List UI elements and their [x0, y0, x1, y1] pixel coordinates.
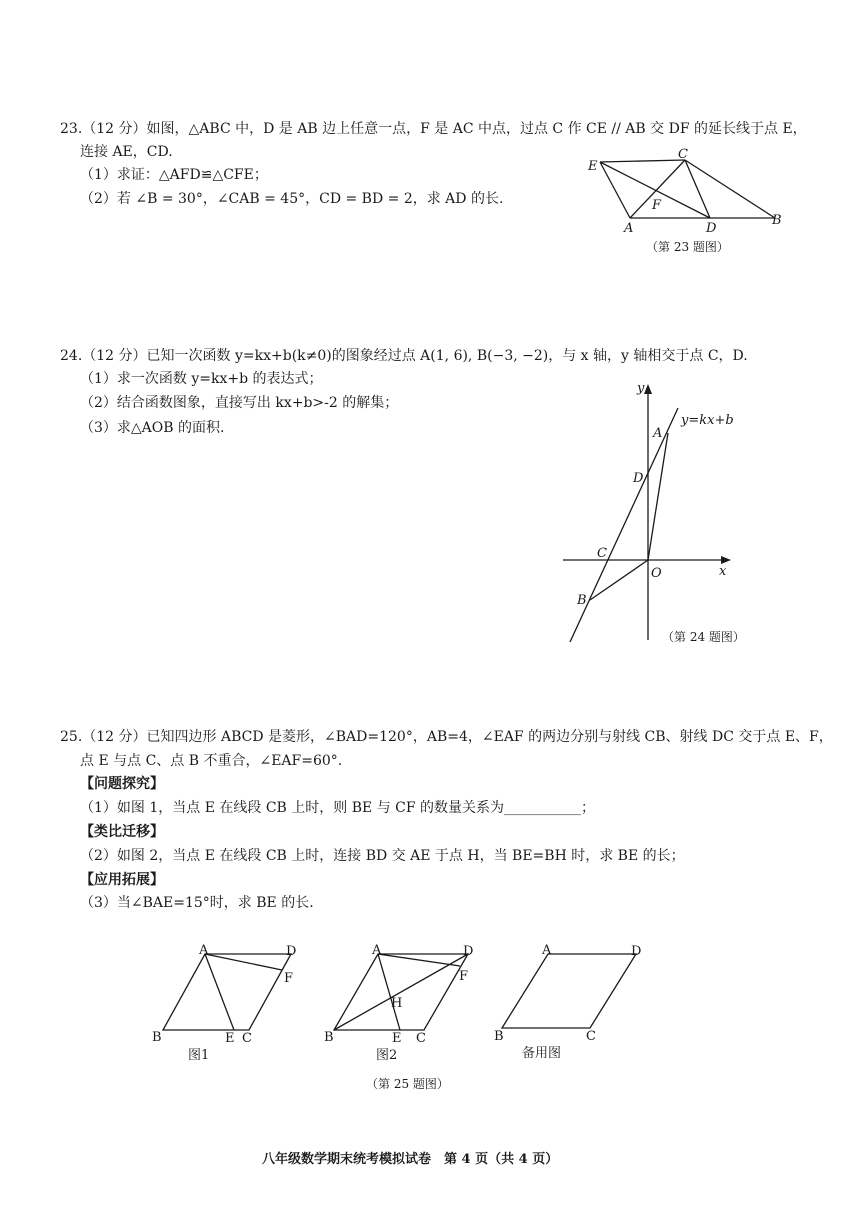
q23-line1: 23.（12 分）如图，△ABC 中，D 是 AB 边上任意一点，F 是 AC 中点，过点 C 作 CE // AB 交 DF 的延长线于点 E，	[60, 121, 807, 137]
q24-line1: 24.（12 分）已知一次函数 y=kx+b(k≠0)的图象经过点 A(1, 6), B(−3, −2)，与 x 轴，y 轴相交于点 C，D.	[60, 348, 748, 364]
q25-figure-backup	[490, 942, 660, 1052]
q25-fig2-label-e: E	[392, 1031, 402, 1046]
q25-figure-1	[148, 942, 318, 1052]
q25-fig1-label-b: B	[152, 1030, 162, 1045]
q23-label-c: C	[678, 148, 688, 162]
q24-label-a: A	[653, 426, 663, 441]
q23-label-b: B	[772, 213, 782, 228]
q25-fig3-label: 备用图	[522, 1046, 562, 1061]
q24-function-label: y=kx+b	[681, 413, 734, 428]
q24-part2: （2）结合函数图象，直接写出 kx+b>-2 的解集；	[80, 395, 399, 411]
q24-label-d: D	[633, 471, 644, 486]
q25-caption: （第 25 题图）	[366, 1077, 449, 1091]
q25-fig1-label-f: F	[284, 971, 294, 986]
q23-part2: （2）若 ∠B = 30°，∠CAB = 45°，CD = BD = 2，求 AD 的长.	[80, 191, 504, 207]
q23-figure	[580, 148, 790, 238]
q25-fig3-label-d: D	[631, 944, 642, 959]
q25-fig1-label-c: C	[242, 1031, 252, 1046]
q25-line2: 点 E 与点 C、点 B 不重合，∠EAF=60°.	[80, 753, 343, 769]
q24-label-b: B	[577, 593, 587, 608]
q25-part1: （1）如图 1，当点 E 在线段 CB 上时，则 BE 与 CF 的数量关系为___________；	[80, 800, 596, 816]
q25-fig3-label-b: B	[494, 1029, 504, 1044]
q25-fig2-label-c: C	[416, 1031, 426, 1046]
q23-label-e: E	[588, 159, 598, 174]
q25-fig1-label-e: E	[225, 1031, 235, 1046]
q24-label-c: C	[597, 546, 607, 561]
q25-heading-analogy: 【类比迁移】	[80, 824, 164, 840]
q25-fig1-label-d: D	[286, 944, 297, 959]
q25-fig3-label-a: A	[542, 943, 552, 958]
q25-fig2-label-b: B	[324, 1030, 334, 1045]
q23-part1: （1）求证：△AFD≌△CFE；	[80, 167, 268, 183]
q25-part3: （3）当∠BAE=15°时，求 BE 的长.	[80, 895, 314, 911]
page-footer: 八年级数学期末统考模拟试卷 第 4 页（共 4 页）	[262, 1152, 559, 1167]
q25-fig2-label-a: A	[372, 943, 382, 958]
q23-label-f: F	[652, 198, 662, 213]
q23-label-a: A	[624, 221, 634, 236]
q25-figure-2	[320, 942, 490, 1052]
q25-fig3-label-c: C	[586, 1029, 596, 1044]
q24-label-o: O	[651, 566, 662, 581]
q25-fig2-label-d: D	[463, 944, 474, 959]
q24-part1: （1）求一次函数 y=kx+b 的表达式；	[80, 371, 323, 387]
q25-fig2-label: 图2	[376, 1048, 398, 1063]
q24-part3: （3）求△AOB 的面积.	[80, 420, 225, 436]
q23-caption: （第 23 题图）	[646, 240, 729, 254]
q25-line1: 25.（12 分）已知四边形 ABCD 是菱形，∠BAD=120°，AB=4，∠EAF 的两边分别与射线 CB、射线 DC 交于点 E、F，	[60, 729, 833, 745]
q23-line2: 连接 AE，CD.	[80, 144, 173, 160]
q25-fig1-label-a: A	[199, 943, 209, 958]
q25-part2: （2）如图 2，当点 E 在线段 CB 上时，连接 BD 交 AE 于点 H，当 BE=BH 时，求 BE 的长；	[80, 848, 685, 864]
q25-heading-application: 【应用拓展】	[80, 872, 164, 888]
q24-label-y: y	[637, 381, 645, 396]
q25-fig2-label-h: H	[391, 996, 403, 1011]
q24-label-x: x	[719, 564, 727, 579]
q25-fig2-label-f: F	[459, 969, 469, 984]
q24-caption: （第 24 题图）	[662, 630, 745, 644]
q25-fig1-label: 图1	[188, 1048, 210, 1063]
q23-label-d: D	[706, 221, 717, 236]
q25-heading-explore: 【问题探究】	[80, 776, 164, 792]
q24-figure	[555, 378, 765, 648]
